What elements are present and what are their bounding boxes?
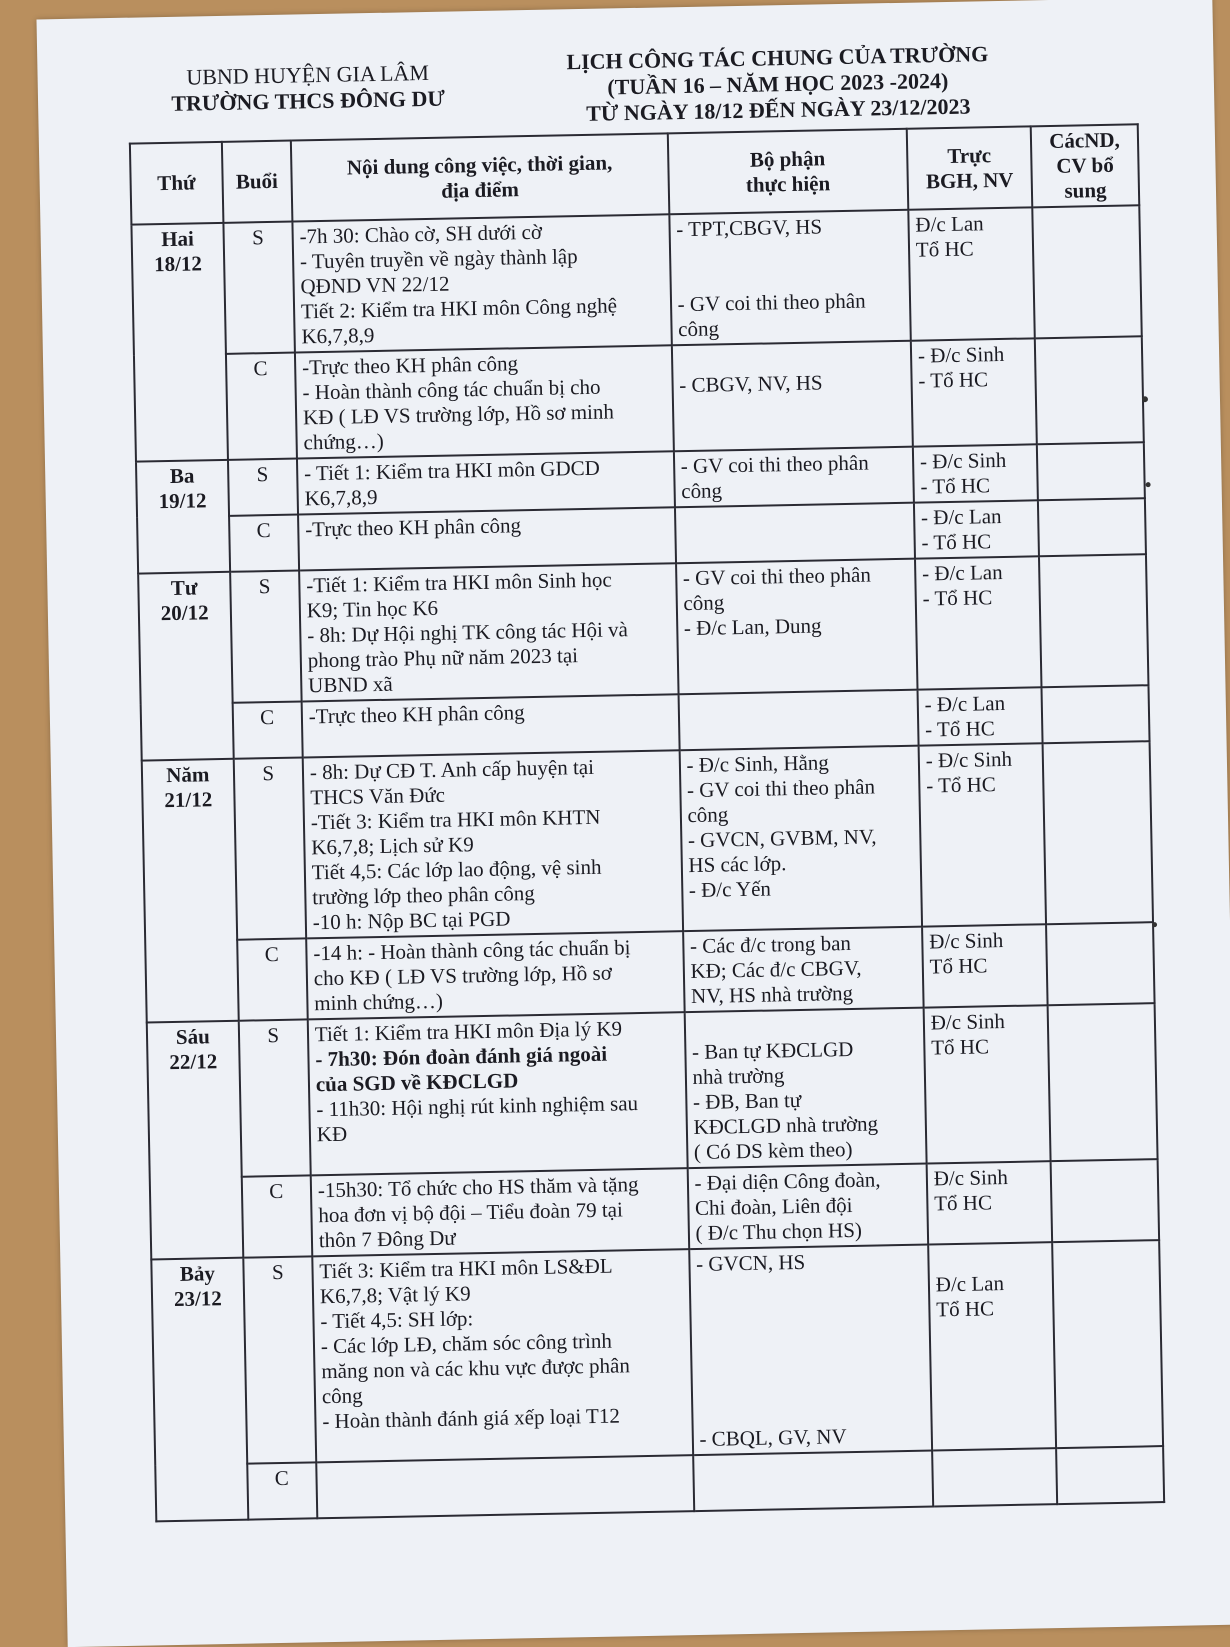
dept-cell bbox=[676, 559, 918, 695]
col-header-extra-line: sung bbox=[1064, 177, 1107, 203]
content-cell bbox=[303, 750, 683, 938]
duty-cell bbox=[917, 687, 1042, 745]
dept-line: - GVCN, GVBM, NV, bbox=[687, 824, 877, 853]
dept-line: - CBQL, GV, NV bbox=[699, 1424, 847, 1451]
content-line: KĐ bbox=[316, 1121, 348, 1147]
paper-speck bbox=[1146, 482, 1151, 487]
dept-cell bbox=[689, 1245, 932, 1456]
dept-line: công bbox=[683, 590, 725, 616]
content-line: thôn 7 Đông Dư bbox=[318, 1225, 456, 1253]
content-line: - Hoàn thành công tác chuẩn bị cho bbox=[302, 374, 601, 405]
content-line: - 11h30: Hội nghị rút kinh nghiệm sau bbox=[316, 1091, 639, 1122]
duty-line: Tổ HC bbox=[930, 1034, 990, 1060]
col-header-day-label: Thứ bbox=[157, 170, 196, 196]
duty-cell bbox=[928, 1242, 1056, 1450]
session-cell: S bbox=[228, 459, 298, 516]
dept-cell bbox=[684, 1008, 926, 1169]
content-line: cho KĐ ( LĐ VS trường lớp, Hồ sơ bbox=[313, 960, 613, 991]
content-line: trường lớp theo phân công bbox=[312, 881, 535, 910]
session-cell: C bbox=[232, 701, 302, 758]
paper-speck bbox=[1152, 922, 1157, 927]
extra-cell bbox=[1037, 442, 1145, 500]
session-cell: S bbox=[238, 1019, 310, 1176]
dept-cell bbox=[678, 690, 918, 751]
dept-line: công bbox=[677, 316, 720, 342]
content-line: măng non và các khu vực được phân bbox=[321, 1353, 631, 1384]
duty-line: - Đ/c Sinh bbox=[925, 746, 1013, 773]
content-line: - Tiết 4,5: SH lớp: bbox=[320, 1306, 474, 1334]
content-line: -7h 30: Chào cờ, SH dưới cờ bbox=[299, 219, 543, 249]
col-header-session bbox=[221, 141, 292, 223]
dept-line: - Ban tự KĐCLGD bbox=[691, 1036, 854, 1065]
session-cell: C bbox=[241, 1175, 312, 1257]
schedule-table bbox=[129, 123, 1165, 1522]
extra-cell bbox=[1039, 554, 1148, 687]
day-date: 23/12 bbox=[173, 1286, 223, 1312]
session-cell: S bbox=[223, 222, 295, 354]
day-date: 22/12 bbox=[169, 1049, 218, 1075]
duty-line: - Đ/c Lan bbox=[920, 504, 1002, 530]
content-line: Tiết 3: Kiểm tra HKI môn LS&ĐL bbox=[319, 1253, 613, 1284]
day-name: Ba bbox=[169, 463, 195, 488]
content-line: minh chứng…) bbox=[314, 988, 444, 1016]
content-line: -14 h: - Hoàn thành công tác chuẩn bị bbox=[313, 935, 631, 966]
content-line: -15h30: Tổ chức cho HS thăm và tặng bbox=[317, 1172, 639, 1203]
col-header-extra bbox=[1031, 124, 1139, 207]
header-left bbox=[147, 59, 468, 117]
content-line: -Trực theo KH phân công bbox=[308, 700, 525, 729]
day-name: Năm bbox=[166, 762, 210, 788]
dept-line: - Đ/c Yến bbox=[688, 876, 772, 903]
header-right bbox=[527, 40, 1028, 128]
duty-cell bbox=[918, 743, 1046, 926]
dept-line: - Đại diện Công đoàn, bbox=[694, 1167, 881, 1196]
extra-cell bbox=[1038, 498, 1146, 556]
duty-cell bbox=[915, 556, 1042, 689]
dept-cell bbox=[679, 746, 922, 932]
content-line: -Trực theo KH phân công bbox=[301, 351, 519, 380]
duty-line: - Đ/c Lan bbox=[921, 559, 1003, 586]
document-page bbox=[36, 0, 1230, 1647]
content-line: Tiết 4,5: Các lớp lao động, vệ sinh bbox=[311, 854, 602, 885]
day-cell bbox=[142, 759, 239, 1023]
school-name: TRƯỜNG THCS ĐÔNG DƯ bbox=[171, 85, 446, 116]
col-header-dept-line: thực hiện bbox=[745, 170, 831, 197]
duty-cell bbox=[911, 338, 1037, 446]
dept-cell bbox=[675, 503, 915, 564]
content-line: - 8h: Dự CĐ T. Anh cấp huyện tại bbox=[309, 754, 595, 785]
dept-line: công bbox=[687, 802, 729, 828]
day-cell bbox=[131, 223, 227, 462]
org-name: UBND HUYỆN GIA LÂM bbox=[186, 59, 430, 90]
table-row bbox=[151, 1240, 1163, 1465]
day-name: Tư bbox=[170, 575, 198, 600]
duty-cell bbox=[913, 444, 1038, 502]
dept-line: - Đ/c Sinh, Hằng bbox=[686, 750, 830, 778]
doc-week: (TUẦN 16 – NĂM HỌC 2023 -2024) bbox=[607, 67, 949, 100]
duty-cell bbox=[926, 1161, 1052, 1244]
day-name: Bảy bbox=[179, 1261, 216, 1286]
duty-line: Tổ HC bbox=[933, 1190, 993, 1216]
dept-line: công bbox=[681, 478, 723, 504]
content-line: K6,7,8,9 bbox=[304, 484, 378, 511]
duty-line: Đ/c Lan bbox=[935, 1271, 1005, 1297]
dept-line: Chi đoàn, Liên đội bbox=[694, 1192, 853, 1221]
session-cell: C bbox=[237, 938, 308, 1020]
session-cell: S bbox=[233, 757, 306, 939]
content-line: - 8h: Dự Hội nghị TK công tác Hội và bbox=[306, 617, 629, 648]
duty-cell bbox=[923, 1005, 1050, 1163]
duty-cell bbox=[914, 500, 1039, 558]
day-cell bbox=[151, 1258, 248, 1522]
dept-line: - GV coi thi theo phân bbox=[680, 450, 869, 479]
duty-line: Tổ HC bbox=[915, 236, 974, 262]
content-line: - 7h30: Đón đoàn đánh giá ngoài bbox=[315, 1041, 608, 1072]
dept-line: - GVCN, HS bbox=[695, 1249, 806, 1277]
content-line: K9; Tin học K6 bbox=[306, 595, 439, 623]
duty-line: Đ/c Sinh bbox=[928, 928, 1004, 954]
doc-range: TỪ NGÀY 18/12 ĐẾN NGÀY 23/12/2023 bbox=[585, 93, 971, 126]
day-cell bbox=[147, 1021, 243, 1260]
content-line: UBND xã bbox=[307, 671, 393, 698]
content-cell bbox=[301, 694, 679, 757]
extra-cell bbox=[1035, 336, 1144, 444]
content-cell bbox=[295, 345, 674, 458]
duty-cell bbox=[908, 207, 1035, 340]
duty-line: - Tổ HC bbox=[924, 716, 995, 742]
duty-cell bbox=[932, 1448, 1057, 1506]
dept-cell bbox=[683, 927, 924, 1013]
duty-cell bbox=[922, 924, 1048, 1007]
dept-line: - GV coi thi theo phân bbox=[686, 774, 876, 803]
col-header-day bbox=[130, 142, 223, 225]
dept-line: - Đ/c Lan, Dung bbox=[683, 613, 822, 641]
dept-line: ( Có DS kèm theo) bbox=[693, 1136, 853, 1165]
duty-line: Đ/c Sinh bbox=[933, 1165, 1009, 1191]
extra-cell bbox=[1052, 1240, 1163, 1448]
duty-line: - Đ/c Sinh bbox=[917, 341, 1005, 368]
col-header-content bbox=[291, 133, 669, 221]
extra-cell bbox=[1046, 922, 1154, 1005]
dept-line: NV, HS nhà trường bbox=[690, 980, 854, 1009]
extra-cell bbox=[1032, 205, 1141, 338]
dept-line: nhà trường bbox=[692, 1063, 785, 1090]
duty-line bbox=[935, 1245, 1046, 1272]
paper-speck bbox=[1142, 396, 1148, 402]
doc-title: LỊCH CÔNG TÁC CHUNG CỦA TRƯỜNG bbox=[566, 41, 989, 75]
content-line: K6,7,8; Vật lý K9 bbox=[319, 1281, 471, 1309]
content-cell bbox=[312, 1249, 693, 1462]
dept-line: - Các đ/c trong ban bbox=[689, 930, 852, 959]
dept-cell bbox=[687, 1164, 928, 1250]
duty-line: - Tổ HC bbox=[920, 473, 991, 499]
content-cell bbox=[292, 214, 671, 352]
duty-line: - Tổ HC bbox=[918, 367, 989, 393]
content-line: KĐ ( LĐ VS trường lớp, Hồ sơ minh bbox=[302, 399, 615, 430]
table-row bbox=[147, 1003, 1158, 1178]
dept-cell bbox=[671, 341, 912, 452]
content-line: K6,7,8,9 bbox=[301, 323, 375, 349]
content-cell bbox=[316, 1455, 694, 1518]
table-row bbox=[131, 205, 1141, 355]
session-cell: S bbox=[243, 1256, 316, 1463]
day-date: 18/12 bbox=[153, 251, 203, 277]
dept-line: ( Đ/c Thu chọn HS) bbox=[695, 1217, 863, 1246]
content-line: K6,7,8; Lịch sử K9 bbox=[311, 832, 474, 860]
dept-line: - ĐB, Ban tự bbox=[692, 1087, 802, 1115]
dept-cell bbox=[693, 1451, 933, 1512]
day-date: 21/12 bbox=[164, 787, 213, 813]
duty-line: - Tổ HC bbox=[922, 585, 993, 611]
content-line: THCS Văn Đức bbox=[310, 782, 446, 810]
content-line: công bbox=[321, 1383, 363, 1409]
dept-line: KĐ; Các đ/c CBGV, bbox=[690, 955, 862, 984]
content-line: Tiết 1: Kiểm tra HKI môn Địa lý K9 bbox=[314, 1016, 623, 1047]
dept-line: - CBGV, NV, HS bbox=[678, 370, 823, 398]
day-cell bbox=[138, 572, 233, 761]
duty-line: Đ/c Lan bbox=[915, 211, 984, 237]
session-cell: C bbox=[247, 1462, 317, 1519]
extra-cell bbox=[1042, 685, 1150, 743]
content-line: chứng…) bbox=[303, 428, 384, 455]
session-cell: S bbox=[230, 571, 302, 703]
content-cell bbox=[311, 1168, 689, 1256]
content-line: hoa đơn vị bộ đội – Tiểu đoàn 79 tại bbox=[318, 1197, 624, 1228]
content-line: - Hoàn thành đánh giá xếp loại T12 bbox=[322, 1403, 621, 1434]
schedule-body bbox=[131, 205, 1164, 1521]
col-header-duty-line: BGH, NV bbox=[925, 167, 1014, 193]
col-header-content-line: địa điểm bbox=[441, 176, 520, 203]
content-line: - Tuyên truyền về ngày thành lập bbox=[299, 244, 578, 274]
day-name: Hai bbox=[160, 226, 195, 252]
content-line: Tiết 2: Kiểm tra HKI môn Công nghệ bbox=[300, 293, 618, 324]
col-header-dept-line: Bộ phận bbox=[749, 145, 826, 172]
content-line: của SGD về KĐCLGD bbox=[315, 1068, 519, 1097]
extra-cell bbox=[1056, 1446, 1164, 1504]
extra-cell bbox=[1048, 1003, 1158, 1161]
content-cell bbox=[299, 563, 678, 701]
dept-line: - GV coi thi theo phân bbox=[682, 562, 872, 591]
duty-line: Tổ HC bbox=[929, 953, 988, 979]
col-header-session-label: Buổi bbox=[235, 168, 279, 194]
content-cell bbox=[308, 1012, 688, 1175]
extra-cell bbox=[1043, 741, 1153, 924]
content-line: phong trào Phụ nữ năm 2023 tại bbox=[307, 643, 579, 673]
duty-line: - Tổ HC bbox=[925, 772, 997, 798]
duty-line: Đ/c Sinh bbox=[930, 1009, 1006, 1035]
day-name: Sáu bbox=[175, 1024, 210, 1049]
duty-line: - Đ/c Lan bbox=[924, 690, 1006, 717]
dept-cell bbox=[669, 210, 911, 346]
session-cell: C bbox=[229, 515, 299, 572]
dept-line: KĐCLGD nhà trường bbox=[693, 1111, 879, 1140]
col-header-extra-line: CV bổ bbox=[1056, 152, 1114, 178]
col-header-duty-line: Trực bbox=[947, 142, 992, 168]
content-line: -Tiết 1: Kiểm tra HKI môn Sinh học bbox=[306, 567, 612, 598]
duty-line: Tổ HC bbox=[936, 1296, 995, 1322]
dept-line: - GV coi thi theo phân bbox=[677, 288, 866, 317]
duty-line: - Đ/c Sinh bbox=[919, 447, 1007, 474]
table-row bbox=[142, 741, 1153, 941]
col-header-duty bbox=[907, 126, 1033, 209]
session-cell: C bbox=[226, 353, 297, 460]
col-header-dept bbox=[667, 129, 908, 215]
content-line: QĐND VN 22/12 bbox=[300, 271, 450, 299]
day-cell bbox=[136, 460, 230, 574]
dept-line: - TPT,CBGV, HS bbox=[675, 214, 823, 242]
content-line: -10 h: Nộp BC tại PGD bbox=[312, 906, 511, 935]
duty-line: - Tổ HC bbox=[921, 529, 992, 555]
content-line: - Các lớp LĐ, chăm sóc công trình bbox=[320, 1328, 613, 1359]
content-line: -Tiết 3: Kiểm tra HKI môn KHTN bbox=[310, 804, 601, 835]
col-header-content-line: Nội dung công việc, thời gian, bbox=[346, 149, 613, 180]
content-cell bbox=[298, 507, 676, 570]
content-line: -Trực theo KH phân công bbox=[304, 513, 522, 542]
content-line: - Tiết 1: Kiểm tra HKI môn GDCD bbox=[303, 455, 601, 486]
dept-line: HS các lớp. bbox=[688, 851, 787, 878]
col-header-extra-line: CácND, bbox=[1049, 127, 1121, 154]
dept-cell bbox=[673, 447, 913, 508]
day-date: 19/12 bbox=[158, 488, 207, 514]
content-cell bbox=[306, 931, 684, 1019]
day-date: 20/12 bbox=[160, 600, 209, 626]
table-row bbox=[138, 554, 1148, 704]
table-row bbox=[134, 336, 1144, 461]
content-cell bbox=[297, 451, 675, 514]
extra-cell bbox=[1051, 1159, 1159, 1242]
